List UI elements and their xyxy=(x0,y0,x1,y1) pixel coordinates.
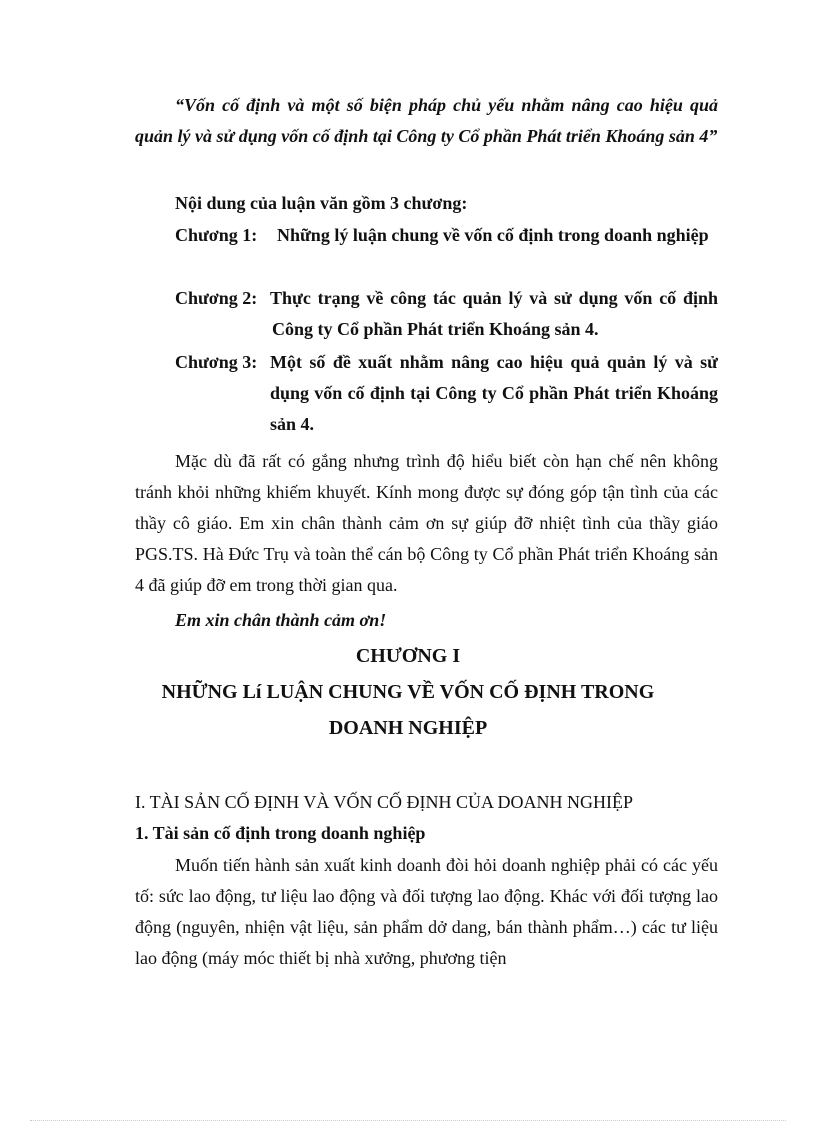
thanks-line: Em xin chân thành cảm ơn! xyxy=(175,610,387,630)
chapter-title-line1: NHỮNG Lí LUẬN CHUNG VỀ VỐN CỐ ĐỊNH TRONG xyxy=(161,681,655,703)
page-bottom-rule xyxy=(30,1120,786,1121)
chapter-text: Thực trạng về công tác quản lý và sử dụng vốn cố định Công ty Cổ phần Phát triển Khoáng sản 4. xyxy=(270,288,718,339)
chapter-number: CHƯƠNG I xyxy=(355,645,461,667)
chapter-label: Chương 1: xyxy=(175,225,258,245)
section-heading: I. TÀI SẢN CỐ ĐỊNH VÀ VỐN CỐ ĐỊNH CỦA DOANH NGHIỆP xyxy=(135,792,634,812)
subsection-heading: 1. Tài sản cố định trong doanh nghiệp xyxy=(135,823,426,843)
chapter-item-2 xyxy=(175,283,718,345)
chapter-label: Chương 3: xyxy=(175,352,258,372)
section-paragraph: Muốn tiến hành sản xuất kinh doanh đòi hỏi doanh nghiệp phải có các yếu tố: sức lao động, tư liệu lao động và đối tượng lao động. Khác với đối tượng lao động (nguyên, nhiện vật liệu, sản phẩm dở dang, bán thành phẩm…) các tư liệu lao động (máy móc thiết bị nhà xưởng, phương tiện xyxy=(135,855,718,968)
chapter-item-3 xyxy=(175,347,718,440)
chapter-label: Chương 2: xyxy=(175,288,258,308)
content-heading: Nội dung của luận văn gồm 3 chương: xyxy=(175,193,468,213)
chapter-text: Những lý luận chung về vốn cố định trong doanh nghiệp xyxy=(277,225,709,245)
thesis-title-quote: “Vốn cố định và một số biện pháp chủ yếu nhằm nâng cao hiệu quả quản lý và sử dụng vốn cố định tại Công ty Cổ phần Phát triển Khoáng sản 4” xyxy=(135,95,718,146)
chapter-text: Một số đề xuất nhằm nâng cao hiệu quả quản lý và sử dụng vốn cố định tại Công ty Cổ phần Phát triển Khoáng sản 4. xyxy=(270,352,718,434)
chapter-item-1 xyxy=(175,220,718,251)
chapter-title-line2: DOANH NGHIỆP xyxy=(328,717,488,739)
acknowledgement-paragraph: Mặc dù đã rất có gắng nhưng trình độ hiểu biết còn hạn chế nên không tránh khỏi những khiếm khuyết. Kính mong được sự đóng góp tận tình của các thầy cô giáo. Em xin chân thành cảm ơn sự giúp đỡ nhiệt tình của thầy giáo PGS.TS. Hà Đức Trụ và toàn thể cán bộ Công ty Cổ phần Phát triển Khoáng sản 4 đã giúp đỡ em trong thời gian qua. xyxy=(135,451,718,595)
